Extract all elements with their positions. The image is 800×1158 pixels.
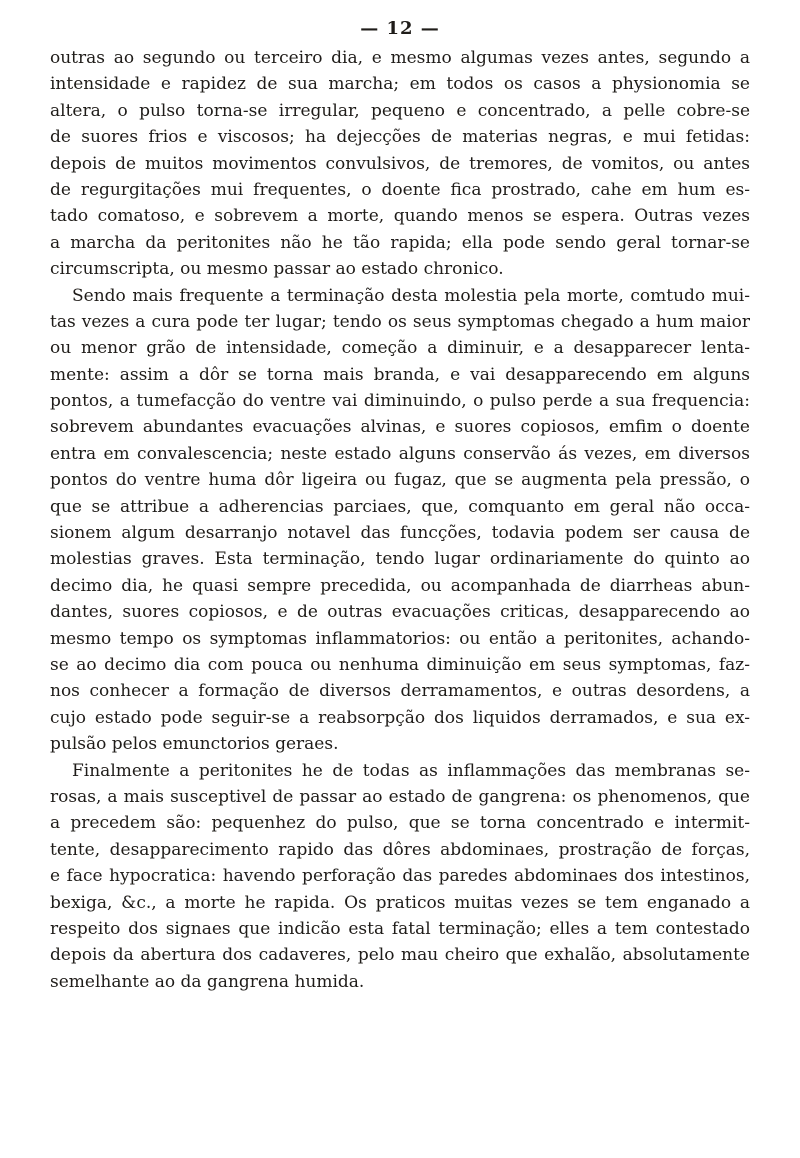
text-line: depois de muitos movimentos convulsivos, de tremores, de vomitos, ou antes xyxy=(50,153,750,174)
text-line: Finalmente a peritonites he de todas as inflammações das membranas se- xyxy=(72,760,750,781)
text-line: circumscripta, ou mesmo passar ao estado chronico. xyxy=(50,259,504,280)
text-line: pontos do ventre huma dôr ligeira ou fugaz, que se augmenta pela pressão, o xyxy=(50,470,750,491)
text-line: a precedem são: pequenhez do pulso, que se torna concentrado e intermit- xyxy=(50,813,750,834)
text-line: nos conhecer a formação de diversos derramamentos, e outras desordens, a xyxy=(50,681,750,702)
text-line: entra em convalescencia; neste estado alguns conservão ás vezes, em diversos xyxy=(50,443,750,464)
page-number: — 12 — xyxy=(360,18,440,39)
text-line: de regurgitações mui frequentes, o doente fica prostrado, cahe em hum es- xyxy=(50,179,750,200)
text-line: sobrevem abundantes evacuações alvinas, e suores copiosos, emfim o doente xyxy=(50,417,750,438)
text-line: se ao decimo dia com pouca ou nenhuma diminuição em seus symptomas, faz- xyxy=(50,654,750,675)
text-line: pontos, a tumefacção do ventre vai diminuindo, o pulso perde a sua frequencia: xyxy=(50,391,750,412)
text-line: Sendo mais frequente a terminação desta molestia pela morte, comtudo mui- xyxy=(72,285,750,306)
text-line: semelhante ao da gangrena humida. xyxy=(50,971,365,992)
text-line: altera, o pulso torna-se irregular, pequeno e concentrado, a pelle cobre-se xyxy=(50,100,750,121)
text-line: outras ao segundo ou terceiro dia, e mesmo algumas vezes antes, segundo a xyxy=(50,48,750,68)
text-line: de suores frios e viscosos; ha dejecções de materias negras, e mui fetidas: xyxy=(50,127,750,148)
text-line: ou menor grão de intensidade, começão a diminuir, e a desapparecer lenta- xyxy=(50,338,750,359)
text-line: que se attribue a adherencias parciaes, que, comquanto em geral não occa- xyxy=(50,496,750,517)
text-line: a marcha da peritonites não he tão rapida; ella pode sendo geral tornar-se xyxy=(50,232,750,253)
text-line: molestias graves. Esta terminação, tendo lugar ordinariamente do quinto ao xyxy=(50,549,750,570)
text-line: sionem algum desarranjo notavel das funcções, todavia podem ser causa de xyxy=(50,523,750,544)
text-line: rosas, a mais susceptivel de passar ao estado de gangrena: os phenomenos, que xyxy=(50,786,750,807)
text-line: dantes, suores copiosos, e de outras evacuações criticas, desapparecendo ao xyxy=(50,602,750,623)
text-line: depois da abertura dos cadaveres, pelo mau cheiro que exhalão, absolutamente xyxy=(50,945,750,966)
text-line: decimo dia, he quasi sempre precedida, ou acompanhada de diarrheas abun- xyxy=(50,575,750,596)
text-line: cujo estado pode seguir-se a reabsorpção dos liquidos derramados, e sua ex- xyxy=(50,707,750,728)
text-line: intensidade e rapidez de sua marcha; em todos os casos a physionomia se xyxy=(50,74,750,95)
text-line: e face hypocratica: havendo perforação das paredes abdominaes dos intestinos, xyxy=(50,866,750,887)
text-line: bexiga, &c., a morte he rapida. Os praticos muitas vezes se tem enganado a xyxy=(50,892,750,913)
text-line: respeito dos signaes que indicão esta fatal terminação; elles a tem contestado xyxy=(50,918,750,939)
text-line: mesmo tempo os symptomas inflammatorios: ou então a peritonites, achando- xyxy=(50,628,750,649)
text-line: tado comatoso, e sobrevem a morte, quando menos se espera. Outras vezes xyxy=(50,206,750,227)
text-line: tas vezes a cura pode ter lugar; tendo os seus symptomas chegado a hum maior xyxy=(50,311,750,332)
text-line: mente: assim a dôr se torna mais branda, e vai desapparecendo em alguns xyxy=(50,364,750,385)
body-text xyxy=(50,45,750,995)
text-line: tente, desapparecimento rapido das dôres abdominaes, prostração de forças, xyxy=(50,839,750,860)
text-line: pulsão pelos emunctorios geraes. xyxy=(50,734,339,755)
